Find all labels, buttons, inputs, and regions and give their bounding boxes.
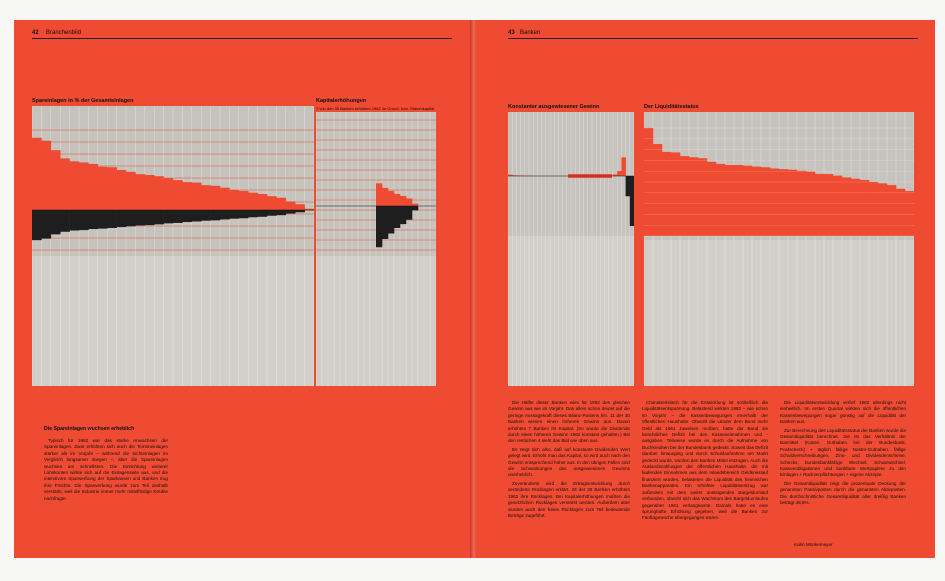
- bar-1962: [286, 201, 296, 210]
- header-rule: [508, 38, 918, 39]
- chart-subtitle: 7 von den 30 Banken erhöhten 1962 ihr Grund- bzw. Stammkapital: [316, 106, 435, 111]
- bar-liquidity: [671, 152, 680, 236]
- bar-capital: [382, 206, 388, 239]
- bar-1962: [126, 172, 136, 210]
- bar-1961: [173, 210, 183, 223]
- chart-title: Kapitalerhöhungen: [316, 98, 367, 104]
- bar-liquidity: [698, 158, 707, 236]
- right-page: [476, 20, 935, 558]
- bar-1962: [164, 178, 174, 210]
- bar-1961: [182, 210, 192, 222]
- bar-1961: [286, 210, 296, 214]
- bar-1961: [267, 210, 277, 216]
- bar-liquidity: [662, 152, 671, 236]
- paragraph: Es zeigt sich also, daß auf konstante Dividenden Wert gelegt wird. Erhöht man das Kapital, so wird auch nach den Gewinn entsprechend höher aus. In den übrigen Fällen sind die Schwankungen des ausgewiesenen Gewinns unerheblich.: [508, 446, 630, 478]
- paragraph: Die Liquiditätsentwicklung verlief 1962 allerdings nicht einheitlich. Im ersten Quartal wirkten sich die öffentlichen Kassenbewegungen sogar günstig auf die Liquidität der Banken aus.: [780, 400, 906, 425]
- bar-liquidity: [905, 191, 914, 236]
- bar-liquidity: [752, 167, 761, 236]
- bar-1961: [295, 210, 305, 212]
- paragraph: Typisch für 1962 war das starke Anwachsen der Spareinlagen. Zwar erhöhten sich auch die Termineinlagen stärker als im Vorjahr – während die Sichteinlagen im Vergleich langsamer stiegen –, aber die Spareinlagen wuchsen am schnellsten. Die Einrichtung weiterer Lohnkonten wirkte sich auf die Einlagenseite aus, und die intensivere Sparwerbung der Sparkassen und Banken trug ihre Früchte. Die Sparwerbung wurde zum Teil deshalb verstärkt, weil die Industrie immer mehr mittelfristige Kredite nachfragte.: [44, 438, 168, 501]
- bar-1962: [173, 180, 183, 210]
- capital-chart: [316, 112, 436, 386]
- bar-1962: [117, 170, 127, 210]
- bar-liquidity: [689, 157, 698, 236]
- bar-liquidity: [680, 156, 689, 236]
- bar-profit-up: [621, 157, 626, 176]
- bar-1961: [117, 210, 127, 227]
- paragraph: Zur Berechnung des Liquiditätsstatus der Banken wurde die Gesamtliquidität berechnet. Sie ist das Verhältnis der Barmittel (Kasse, Guthaben bei der Bundesbank, Postscheck) + täglich fällige Nostro-Guthaben, fällige Schuldverschreibungen, Zins- und Dividendenscheine, Schecks, bundesbankfähige Wechsel, Schatzwechsel, Kassenobligationen und bankbare Wertpapiere zu den Einlagen + Rückverpflichtungen + eigene Akzepte.: [780, 427, 906, 478]
- paragraph: Die Hälfte dieser Banken wies für 1962 den gleichen Gewinn aus wie im Vorjahr. Das allein schon deutet auf die geringe Aussagekraft dieses Bilanz-Postens hin. 11 der 30 Banken wiesen einen höheren Gewinn aus. Davon erhöhten 7 Banken ihr Kapital. (So wurde die Dividende durch einen höheren Gewinn 1962 konstant gehalten.) Bei den restlichen 4 sieht das Bild wie oben aus.: [508, 400, 630, 444]
- bar-liquidity: [833, 176, 842, 236]
- bar-1962: [107, 167, 117, 210]
- bar-1961: [107, 210, 117, 228]
- bar-1961: [192, 210, 202, 221]
- bar-1962: [201, 185, 211, 210]
- body-text-col1: [508, 400, 630, 521]
- author-signature: Karin Münkemeyer: [794, 542, 833, 547]
- bar-liquidity: [743, 166, 752, 236]
- page-number: 42: [32, 30, 39, 36]
- bar-1962: [88, 164, 98, 210]
- bar-1961: [220, 210, 230, 219]
- bar-1962: [211, 186, 221, 210]
- paragraph: Die Gesamtliquidität zeigt die prozentuale Deckung der genannten Passivposten durch die genannten Aktivposten. Die durchschnittliche Gesamtliquidität aller dreißig Banken beträgt 48,8%.: [780, 480, 906, 506]
- bar-1962: [79, 162, 89, 210]
- bar-1962: [41, 141, 51, 210]
- bar-1961: [98, 210, 108, 229]
- bar-capital: [406, 206, 412, 220]
- bar-1962: [51, 150, 61, 210]
- bar-1961: [135, 210, 145, 225]
- liquidity-chart: [644, 112, 914, 386]
- bar-capital-upper: [394, 194, 400, 206]
- page-number: 43: [508, 30, 515, 36]
- profit-chart: [508, 112, 634, 386]
- bar-1962: [295, 204, 305, 210]
- bar-capital-upper: [400, 196, 406, 206]
- bar-profit-down: [630, 176, 634, 226]
- bar-capital-upper: [412, 204, 418, 206]
- bar-capital-upper: [382, 188, 388, 206]
- chart-title: Spareinlagen in % der Gesamteinlagen: [32, 98, 134, 104]
- bar-1962: [239, 191, 249, 210]
- body-text-col2: [642, 400, 768, 524]
- bar-1962: [258, 194, 268, 210]
- bar-liquidity: [806, 172, 815, 236]
- bar-1962: [182, 182, 192, 210]
- bar-liquidity: [815, 174, 824, 236]
- header-rule: [32, 38, 452, 39]
- bar-liquidity: [653, 144, 662, 236]
- paragraph: Zuveränderte wird die Ertragsentwicklung durch veränderte Rücklagen erklärt. 26 der 30 Banken erhöhten 1962 ihre Rücklagen. Bei Kapitalerhöhungen mußten die gesetzlichen Rücklagen verstärkt werden. Außerdem aber wurden auch den freien Rücklagen zum Teil bedeutende Beträge zugeführt.: [508, 480, 630, 518]
- left-page: [14, 20, 472, 558]
- bar-liquidity: [878, 183, 887, 236]
- bar-liquidity: [842, 177, 851, 236]
- bar-1962: [135, 174, 145, 210]
- bar-1962: [154, 176, 164, 210]
- savings-chart: [32, 106, 314, 386]
- paragraph: Charakteristisch für die Entwicklung ist schließlich die Liquiditätsentspannung. Belastend wirkten 1962 – wie schon im Vorjahr – die Kassenbewegungen innerhalb der öffentlichen Haushalte. Obwohl die Länder dem Bund mehr Geld als 1961 zuweisen mußten, hatte der Bund sie beachtliches Defizit bei den Kasseneinnahmen und -ausgaben. Teilweise wurde es durch die Aufnahme von Buchkrediten bei der Bundesbank gedeckt. Soweit das Defizit darüber hinausging und durch Schuldaufnahme am Markt gedeckt wurde, wurden den Banken Mittel entzogen. Auch die Auslandszahlungen der öffentlichen Haushalte, die mit laufenden Einnahmen aus dem Inlandsbereich Geldkreislauf finanziert wurden, belasteten die Liquidität des heimischen Bankenapparates. Ein erhöhter Liquiditätsentzug war außerdem mit dem weiter ansteigenden Bargeldumlauf verbunden, obwohl sich das Wachstum des Bargeldumlaufes gegenüber 1961 verlangsamte. Damals hatte es eine sprunghafte Erhöhung gegeben, weil die Banken zur Fünftagewoche übergegangen waren.: [642, 400, 768, 521]
- section-title: Branchenbild: [46, 30, 82, 36]
- bar-1962: [145, 175, 155, 210]
- bar-profit-up: [617, 171, 622, 176]
- bar-1961: [229, 210, 239, 219]
- bar-1961: [258, 210, 268, 217]
- section-title: Banken: [520, 30, 541, 36]
- bar-1961: [145, 210, 155, 225]
- bar-1961: [164, 210, 174, 223]
- bar-1962: [267, 196, 277, 210]
- bar-1961: [60, 210, 70, 232]
- bar-1962: [192, 183, 202, 210]
- bar-liquidity: [707, 162, 716, 236]
- bar-liquidity: [860, 180, 869, 236]
- bar-liquidity: [770, 169, 779, 237]
- bar-capital: [394, 206, 400, 228]
- body-text: [44, 438, 168, 504]
- bar-profit-down: [626, 176, 631, 196]
- bar-1961: [32, 210, 42, 240]
- bar-1962: [248, 193, 258, 210]
- chart-title: Der Liquiditätsstatus: [644, 104, 699, 110]
- bar-capital-upper: [406, 198, 412, 206]
- bar-1961: [79, 210, 89, 230]
- bar-1961: [239, 210, 249, 218]
- bar-1962: [98, 167, 108, 210]
- bar-1961: [70, 210, 80, 231]
- bar-1962: [229, 190, 239, 210]
- bar-1961: [248, 210, 258, 217]
- bar-1961: [211, 210, 221, 220]
- bar-1962: [70, 161, 80, 210]
- bar-1961: [88, 210, 98, 229]
- bar-capital: [388, 206, 394, 234]
- bar-liquidity: [851, 179, 860, 236]
- bar-capital: [400, 206, 406, 224]
- chart-title: Konstanter ausgewiesener Gewinn: [508, 104, 600, 110]
- section-heading: Die Spareinlagen wuchsen erheblich: [44, 426, 135, 432]
- bar-liquidity: [869, 182, 878, 236]
- bar-1962: [60, 158, 70, 210]
- body-text-col3: [780, 400, 906, 509]
- bar-liquidity: [896, 189, 905, 236]
- bar-liquidity: [779, 169, 788, 236]
- bar-1961: [154, 210, 164, 224]
- bar-capital: [376, 206, 382, 247]
- bar-liquidity: [788, 170, 797, 236]
- bar-capital-upper: [376, 183, 382, 206]
- bar-1962: [276, 198, 286, 210]
- bar-1961: [276, 210, 286, 215]
- bar-1961: [126, 210, 136, 226]
- bar-liquidity: [824, 174, 833, 236]
- bar-1961: [41, 210, 51, 239]
- bar-1962: [220, 188, 230, 210]
- bar-liquidity: [797, 171, 806, 236]
- bar-capital-upper: [388, 191, 394, 206]
- bar-1961: [201, 210, 211, 221]
- bar-liquidity: [761, 167, 770, 236]
- bar-1961: [51, 210, 61, 234]
- bar-capital: [412, 206, 418, 210]
- bar-1962: [32, 138, 42, 210]
